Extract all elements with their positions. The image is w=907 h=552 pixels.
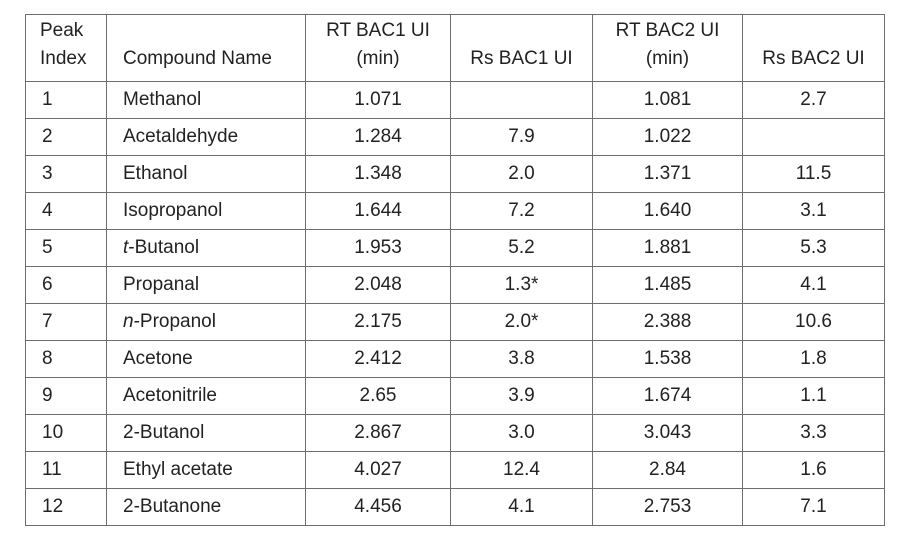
table-row	[26, 304, 885, 341]
cell-rt-bac2: 1.538	[593, 341, 743, 378]
header-rt-bac2	[593, 15, 743, 82]
cell-rt-bac2: 1.640	[593, 193, 743, 230]
table-row	[26, 82, 885, 119]
header-line: RT BAC1 UI	[326, 20, 430, 41]
cell-rt-bac2: 1.022	[593, 119, 743, 156]
header-line: (min)	[356, 48, 400, 69]
cell-rs-bac2: 7.1	[743, 489, 885, 526]
table-row	[26, 267, 885, 304]
cell-peak-index: 10	[26, 415, 107, 452]
compound-name-text: 2-Butanone	[123, 496, 222, 517]
cell-rs-bac2	[743, 119, 885, 156]
cell-rt-bac2: 1.674	[593, 378, 743, 415]
table-container	[25, 14, 885, 526]
compound-name-text: -Propanol	[133, 311, 216, 332]
compound-name-text: Acetonitrile	[123, 385, 217, 406]
cell-compound-name	[107, 415, 306, 452]
cell-peak-index: 1	[26, 82, 107, 119]
cell-rt-bac1: 1.644	[306, 193, 451, 230]
cell-compound-name	[107, 341, 306, 378]
table-body	[26, 82, 885, 526]
cell-rt-bac2: 3.043	[593, 415, 743, 452]
cell-rs-bac1: 5.2	[451, 230, 593, 267]
cell-rs-bac1	[451, 82, 593, 119]
cell-compound-name	[107, 119, 306, 156]
header-peak-index	[26, 15, 107, 82]
compound-name-text: Ethanol	[123, 163, 188, 184]
table-row	[26, 489, 885, 526]
table-row	[26, 378, 885, 415]
cell-rt-bac1: 4.027	[306, 452, 451, 489]
cell-rt-bac1: 1.953	[306, 230, 451, 267]
compound-name-text: Methanol	[123, 89, 202, 110]
header-line: (min)	[645, 48, 690, 69]
cell-rs-bac2: 3.3	[743, 415, 885, 452]
cell-rs-bac1: 2.0*	[451, 304, 593, 341]
cell-peak-index: 3	[26, 156, 107, 193]
cell-peak-index: 12	[26, 489, 107, 526]
cell-rs-bac2: 4.1	[743, 267, 885, 304]
cell-compound-name	[107, 82, 306, 119]
table-row	[26, 156, 885, 193]
cell-rs-bac2: 10.6	[743, 304, 885, 341]
cell-rt-bac1: 1.284	[306, 119, 451, 156]
header-compound-name	[107, 15, 306, 82]
cell-peak-index: 5	[26, 230, 107, 267]
table-header	[26, 15, 885, 82]
compound-prefix: n	[123, 311, 134, 332]
cell-rs-bac1: 3.0	[451, 415, 593, 452]
compound-name-text: -Butanol	[128, 237, 200, 258]
cell-peak-index: 11	[26, 452, 107, 489]
cell-compound-name	[107, 156, 306, 193]
cell-rs-bac1: 3.8	[451, 341, 593, 378]
cell-peak-index: 6	[26, 267, 107, 304]
cell-rt-bac1: 2.65	[306, 378, 451, 415]
cell-rs-bac2: 1.8	[743, 341, 885, 378]
header-line: Index	[40, 48, 87, 69]
compound-name-text: Acetaldehyde	[123, 126, 239, 147]
cell-peak-index: 8	[26, 341, 107, 378]
header-line: Rs BAC2 UI	[762, 48, 865, 69]
cell-rt-bac2: 2.388	[593, 304, 743, 341]
cell-peak-index: 9	[26, 378, 107, 415]
cell-compound-name	[107, 304, 306, 341]
cell-rs-bac2: 11.5	[743, 156, 885, 193]
data-table	[25, 14, 885, 526]
cell-compound-name	[107, 489, 306, 526]
cell-rt-bac1: 2.175	[306, 304, 451, 341]
cell-rs-bac1: 7.2	[451, 193, 593, 230]
header-rs-bac1	[451, 15, 593, 82]
cell-compound-name	[107, 452, 306, 489]
compound-name-text: Propanal	[123, 274, 200, 295]
cell-rt-bac1: 1.348	[306, 156, 451, 193]
cell-compound-name	[107, 193, 306, 230]
cell-rt-bac1: 2.048	[306, 267, 451, 304]
cell-rt-bac1: 2.867	[306, 415, 451, 452]
cell-peak-index: 4	[26, 193, 107, 230]
cell-rt-bac1: 4.456	[306, 489, 451, 526]
header-row	[26, 15, 885, 82]
table-row	[26, 119, 885, 156]
table-row	[26, 230, 885, 267]
header-rt-bac1	[306, 15, 451, 82]
cell-rs-bac2: 3.1	[743, 193, 885, 230]
compound-name-text: Ethyl acetate	[123, 459, 233, 480]
cell-rs-bac1: 2.0	[451, 156, 593, 193]
cell-rs-bac2: 2.7	[743, 82, 885, 119]
cell-peak-index: 2	[26, 119, 107, 156]
header-rs-bac2	[743, 15, 885, 82]
cell-rt-bac2: 1.485	[593, 267, 743, 304]
cell-rs-bac2: 5.3	[743, 230, 885, 267]
header-line: Rs BAC1 UI	[470, 48, 573, 69]
cell-rt-bac1: 1.071	[306, 82, 451, 119]
cell-rt-bac2: 2.84	[593, 452, 743, 489]
compound-prefix: t	[123, 237, 129, 258]
table-row	[26, 452, 885, 489]
compound-name-text: 2-Butanol	[123, 422, 205, 443]
cell-rt-bac1: 2.412	[306, 341, 451, 378]
cell-rt-bac2: 2.753	[593, 489, 743, 526]
compound-name-text: Acetone	[123, 348, 193, 369]
header-line: Peak	[40, 20, 84, 41]
cell-compound-name	[107, 230, 306, 267]
cell-rs-bac1: 12.4	[451, 452, 593, 489]
cell-rt-bac2: 1.081	[593, 82, 743, 119]
cell-peak-index: 7	[26, 304, 107, 341]
cell-rs-bac2: 1.6	[743, 452, 885, 489]
cell-rs-bac1: 7.9	[451, 119, 593, 156]
table-row	[26, 415, 885, 452]
cell-compound-name	[107, 378, 306, 415]
cell-rs-bac2: 1.1	[743, 378, 885, 415]
compound-name-text: Isopropanol	[123, 200, 223, 221]
cell-rt-bac2: 1.371	[593, 156, 743, 193]
cell-rs-bac1: 4.1	[451, 489, 593, 526]
table-row	[26, 193, 885, 230]
cell-compound-name	[107, 267, 306, 304]
header-line: Compound Name	[123, 48, 272, 69]
cell-rs-bac1: 3.9	[451, 378, 593, 415]
header-line: RT BAC2 UI	[615, 20, 720, 41]
cell-rs-bac1: 1.3*	[451, 267, 593, 304]
table-row	[26, 341, 885, 378]
cell-rt-bac2: 1.881	[593, 230, 743, 267]
